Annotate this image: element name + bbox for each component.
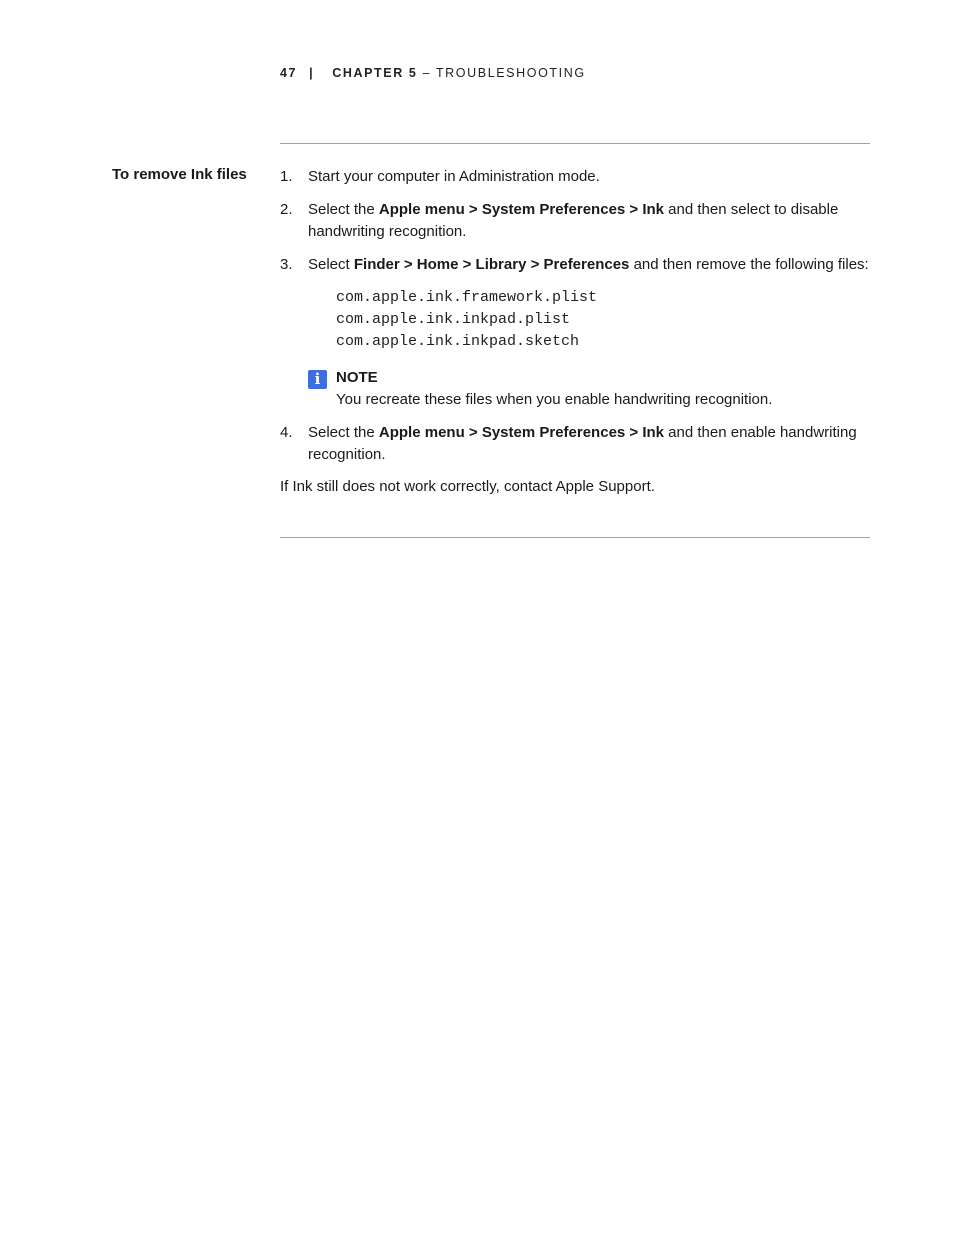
top-divider [280, 143, 870, 144]
bottom-divider [280, 537, 870, 538]
closing-text: If Ink still does not work correctly, contact Apple Support. [280, 478, 655, 495]
step-number: 1. [280, 168, 293, 185]
step-text-post: and then select to disable handwriting recognition. [308, 201, 839, 240]
step-2 [280, 199, 870, 243]
section-content [280, 166, 870, 498]
step-text-pre: Select the [308, 201, 379, 218]
step-text-post: and then enable handwriting recognition. [308, 424, 857, 463]
menu-path: Apple menu > System Preferences > Ink [378, 201, 665, 218]
step-4 [280, 422, 870, 466]
step-text-pre: Select [308, 256, 354, 273]
page-number: 47 [280, 66, 298, 80]
note-title: NOTE [336, 369, 378, 386]
step-text-post: and then remove the following files: [629, 256, 869, 273]
chapter-title: – TROUBLESHOOTING [422, 66, 586, 80]
section-title: To remove Ink files [112, 166, 247, 183]
menu-path: Finder > Home > Library > Preferences [353, 256, 630, 273]
header-separator: | [309, 66, 315, 80]
step-1 [280, 166, 870, 188]
file-list [336, 287, 870, 353]
chapter-label: CHAPTER 5 [332, 66, 418, 80]
info-icon: i [308, 370, 327, 389]
step-3 [280, 254, 870, 276]
file-name: com.apple.ink.inkpad.plist [336, 311, 571, 328]
step-number: 3. [280, 256, 293, 273]
menu-path: Apple menu > System Preferences > Ink [378, 424, 665, 441]
step-text: Start your computer in Administration mode. [308, 168, 600, 185]
page-header [280, 66, 586, 80]
note-text: You recreate these files when you enable handwriting recognition. [336, 391, 773, 408]
step-number: 2. [280, 201, 293, 218]
step-number: 4. [280, 424, 293, 441]
note-callout [308, 367, 870, 411]
step-text-pre: Select the [308, 424, 379, 441]
file-name: com.apple.ink.framework.plist [336, 289, 598, 306]
file-name: com.apple.ink.inkpad.sketch [336, 333, 580, 350]
